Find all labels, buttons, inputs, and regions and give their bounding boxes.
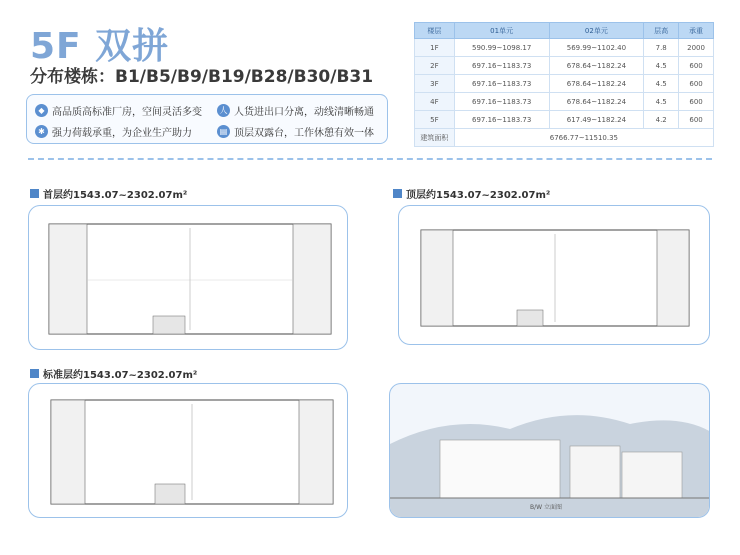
cell: 569.99~1102.40 [549,39,644,57]
floor-plan-drawing [29,384,348,518]
feature-item [35,124,192,139]
feature-text: 顶层双露台，工作休憩有效一体 [234,128,374,139]
cell: 600 [679,111,714,129]
building-icon: ◆ [35,104,48,117]
feature-item [35,103,202,118]
cell: 6766.77~11510.35 [454,129,713,147]
elevation-panel [389,383,710,518]
spec-table [414,22,714,147]
people-icon: 人 [217,104,230,117]
col-unit01: 01单元 [454,23,549,39]
cell: 3F [415,75,455,93]
table-row [415,57,714,75]
cell: 4.5 [644,75,679,93]
table-row [415,39,714,57]
col-height: 层高 [644,23,679,39]
cell: 1F [415,39,455,57]
gear-icon: ✱ [35,125,48,138]
cell: 590.99~1098.17 [454,39,549,57]
top-floor-plan [398,205,710,345]
table-row [415,93,714,111]
cell: 697.16~1183.73 [454,93,549,111]
floor-icon [30,369,39,378]
cell: 617.49~1182.24 [549,111,644,129]
building-list: 分布楼栋：B1/B5/B9/B19/B28/B30/B31 [30,67,374,87]
cell: 4.2 [644,111,679,129]
table-row-total [415,129,714,147]
terrace-icon: ▤ [217,125,230,138]
page-title: 5F 双拼 [30,26,170,67]
feature-text: 强力荷载承重，为企业生产助力 [52,128,192,139]
divider [28,158,712,160]
cell: 697.16~1183.73 [454,75,549,93]
feature-text: 高品质高标准厂房，空间灵活多变 [52,107,202,118]
caption-text: 标准层约1543.07~2302.07m² [43,370,198,381]
cell: 697.16~1183.73 [454,57,549,75]
col-load: 承重 [679,23,714,39]
col-floor: 楼层 [415,23,455,39]
table-row [415,75,714,93]
table-row [415,111,714,129]
caption-text: 顶层约1543.07~2302.07m² [406,190,551,201]
cell: 4F [415,93,455,111]
elevation-drawing [390,384,710,518]
feature-box [26,94,388,144]
cell: 建筑面积 [415,129,455,147]
cell: 678.64~1182.24 [549,93,644,111]
feature-item [217,103,374,118]
first-floor-plan [28,205,348,350]
feature-text: 人货进出口分离，动线清晰畅通 [234,107,374,118]
floor-plan-drawing [399,206,710,345]
cell: 4.5 [644,93,679,111]
first-floor-caption [30,186,187,201]
floor-plan-drawing [29,206,348,350]
cell: 600 [679,93,714,111]
cell: 2000 [679,39,714,57]
cell: 5F [415,111,455,129]
cell: 4.5 [644,57,679,75]
caption-text: 首层约1543.07~2302.07m² [43,190,188,201]
cell: 7.8 [644,39,679,57]
floor-icon [30,189,39,198]
standard-floor-caption [30,366,197,381]
floor-icon [393,189,402,198]
standard-floor-plan [28,383,348,518]
cell: 697.16~1183.73 [454,111,549,129]
top-floor-caption [393,186,550,201]
cell: 678.64~1182.24 [549,57,644,75]
elevation-caption: B/W 立面图 [530,504,562,511]
feature-item [217,124,374,139]
cell: 600 [679,57,714,75]
cell: 600 [679,75,714,93]
cell: 2F [415,57,455,75]
cell: 678.64~1182.24 [549,75,644,93]
col-unit02: 02单元 [549,23,644,39]
